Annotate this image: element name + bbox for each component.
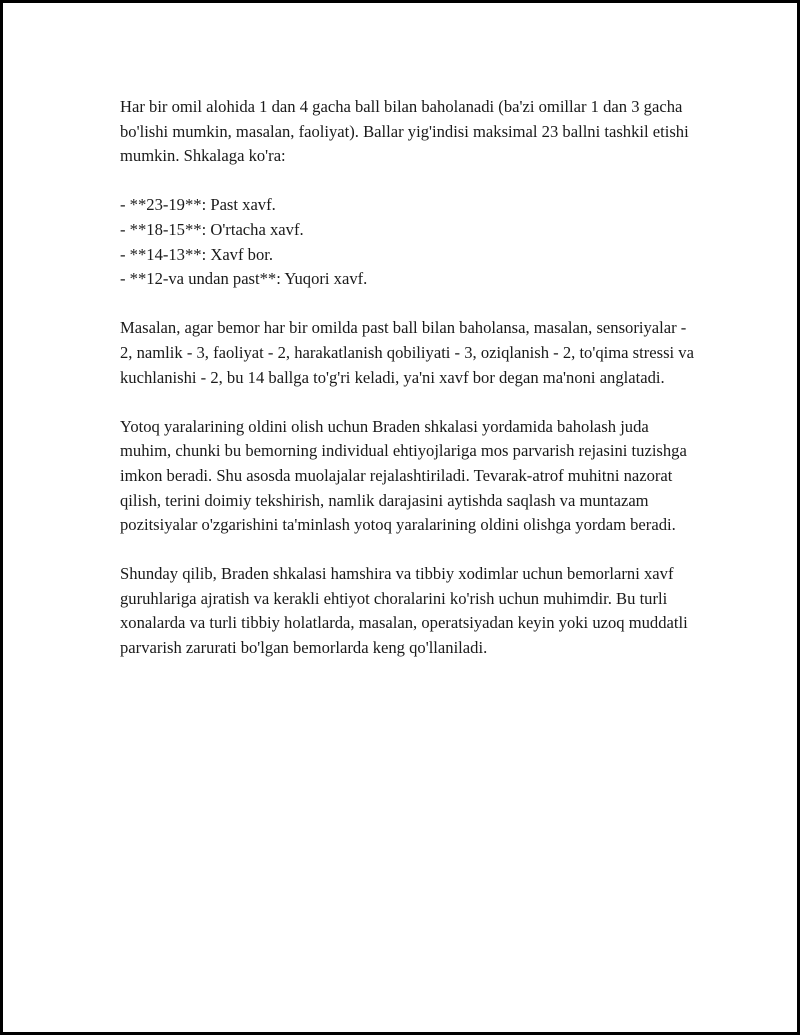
conclusion-paragraph: Shunday qilib, Braden shkalasi hamshira va tibbiy xodimlar uchun bemorlarni xavf guruhlariga ajratish va kerakli ehtiyot choralarini ko'rish uchun muhimdir. Bu turli xonalarda va turli tibbiy holatlarda, masalan, operatsiyadan keyin yoki uzoq muddatli parvarish zarurati bo'lgan bemorlarda keng qo'llaniladi. xyxy=(120,564,688,658)
scale-item-high-risk: - **12-va undan past**: Yuqori xavf. xyxy=(120,269,368,289)
example-paragraph: Masalan, agar bemor har bir omilda past ball bilan baholansa, masalan, sensoriyalar - 2, namlik - 3, faoliyat - 2, harakatlanish qobiliyati - 3, oziqlanish - 2, to'qima stressi va kuchlanishi - 2, bu 14 ballga to'g'ri keladi, ya'ni xavf bor degan ma'noni anglatadi. xyxy=(120,318,694,387)
scoring-intro-paragraph: Har bir omil alohida 1 dan 4 gacha ball bilan baholanadi (ba'zi omillar 1 dan 3 gacha bo'lishi mumkin, masalan, faoliyat). Ballar yig'indisi maksimal 23 ballni tashkil etishi mumkin. Shkalaga ko'ra: xyxy=(120,97,689,166)
risk-scale-list xyxy=(120,193,695,291)
scale-item-at-risk: - **14-13**: Xavf bor. xyxy=(120,244,274,264)
prevention-paragraph: Yotoq yaralarining oldini olish uchun Braden shkalasi yordamida baholash juda muhim, chunki bu bemorning individual ehtiyojlariga mos parvarish rejasini tuzishga imkon beradi. Shu asosda muolajalar rejalashtiriladi. Tevarak-atrof muhitni nazorat qilish, terini doimiy tekshirish, namlik darajasini aytishda saqlash va muntazam pozitsiyalar o'zgarishini ta'minlash yotoq yaralarining oldini olishga yordam beradi. xyxy=(120,416,687,535)
document-body xyxy=(120,95,695,685)
scale-item-moderate-risk: - **18-15**: O'rtacha xavf. xyxy=(120,219,304,239)
scale-item-low-risk: - **23-19**: Past xavf. xyxy=(120,195,276,215)
